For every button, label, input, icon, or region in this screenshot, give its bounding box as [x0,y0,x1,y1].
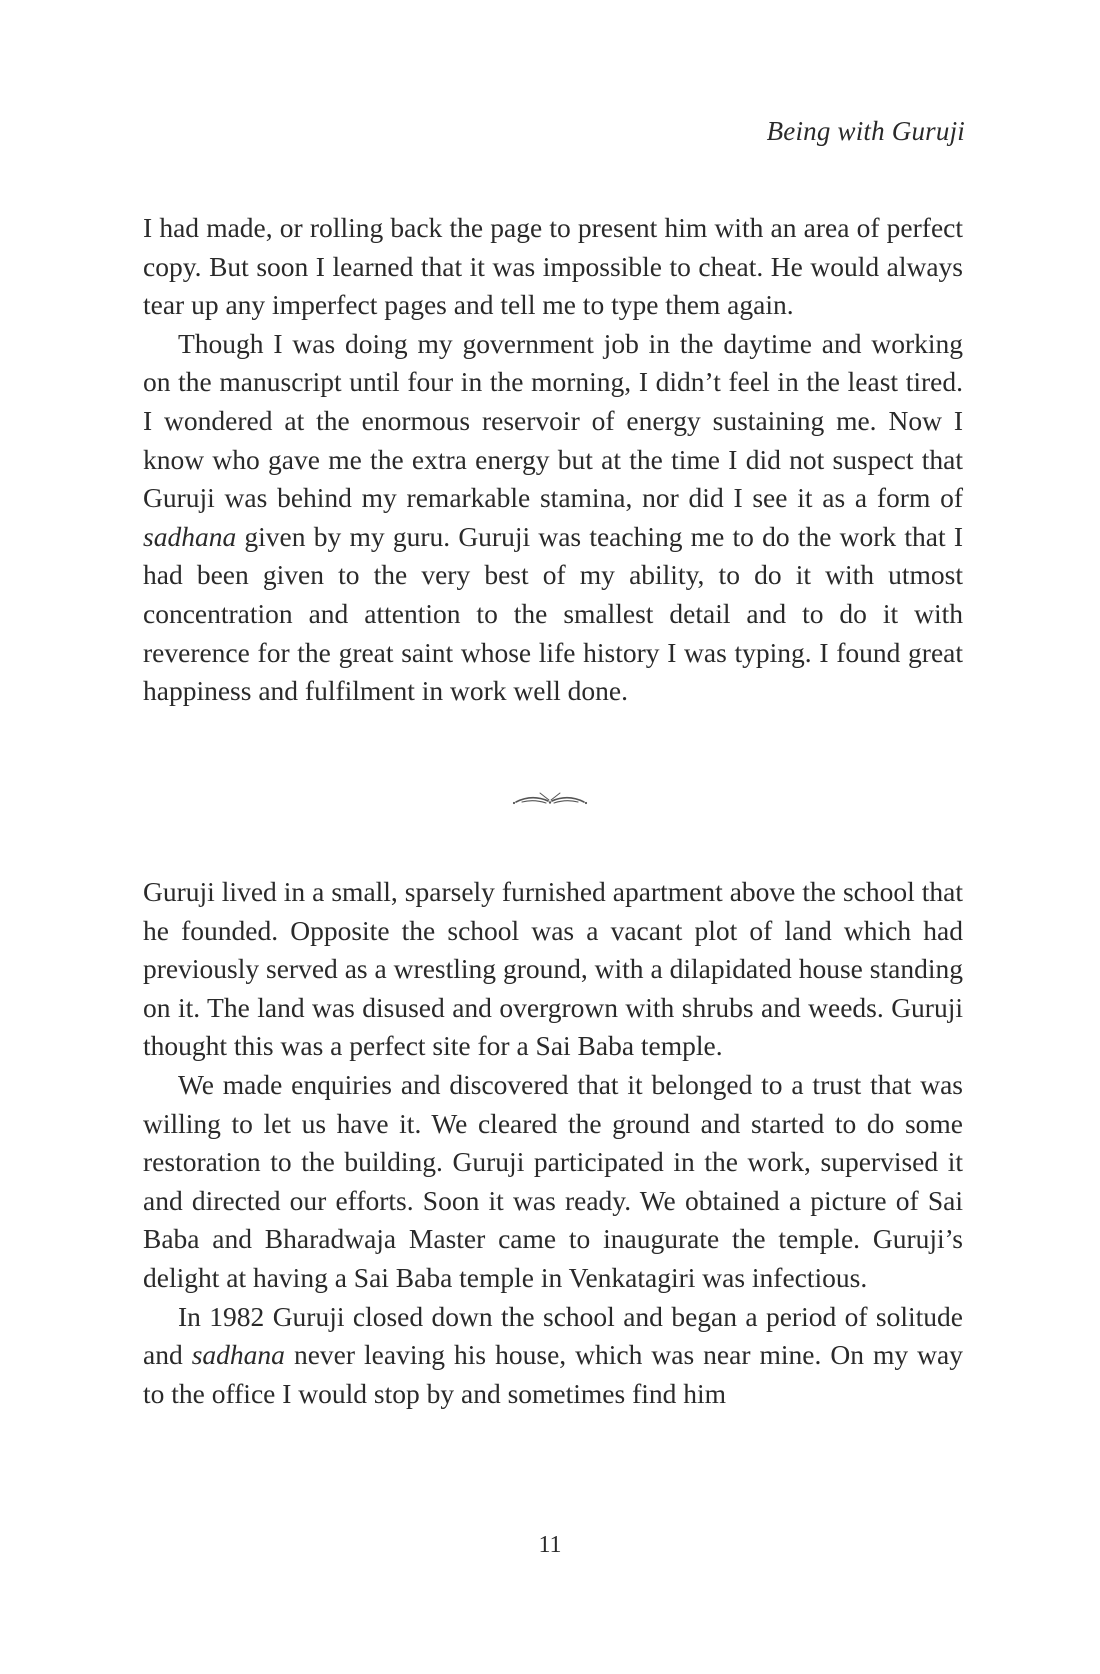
text-run: We made enquiries and discovered that it belonged to a trust that was willing to let us have it. We cleared the ground and started to do some restoration to the building. Guruji participated in the work, supervised it and directed our efforts. Soon it was ready. We obtained a picture of Sai Baba and Bharadwaja Master came to inaugurate the temple. Guruji’s delight at having a Sai Baba temple in Venkatagiri was infectious. [143,1068,963,1293]
section-break-flourish-icon [512,790,588,806]
running-head: Being with Guruji [766,116,965,146]
text-run: Guruji lived in a small, sparsely furnished apartment above the school that he founded. Opposite the school was a vacant plot of land which had previously served as a wrestling ground, with a dilapidated house standing on it. The land was disused and overgrown with shrubs and weeds. Guruji thought this was a perfect site for a Sai Baba temple. [143,876,963,1062]
paragraph [143,209,963,325]
text-run: given by my guru. Guruji was teaching me to do the work that I had been given to the very best of my ability, to do it with utmost concentration and attention to the smallest detail and to do it with reverence for the great saint whose life history I was typing. I found great happiness and fulfilment in work well done. [143,520,963,707]
page-number: 11 [538,1532,562,1558]
paragraph [143,873,963,1066]
text-run: In 1982 Guruji closed down the school and began a period of solitude and [143,1300,963,1371]
italic-term: sadhana [143,520,237,552]
text-run: Though I was doing my government job in the daytime and working on the manuscript until four in the morning, I didn’t feel in the least tired. I wondered at the enormous reservoir of energy sustaining me. Now I know who gave me the extra energy but at the time I did not suspect that Guruji was behind my remarkable stamina, nor did I see it as a form of [143,327,963,514]
text-run: never leaving his house, which was near mine. On my way to the office I would stop by and sometimes find him [143,1339,963,1409]
italic-term: sadhana [191,1339,285,1371]
text-section-2 [143,873,963,1413]
paragraph [143,1298,963,1414]
text-section-1 [143,209,963,711]
paragraph [143,1066,963,1298]
paragraph [143,325,963,711]
text-run: I had made, or rolling back the page to present him with an area of perfect copy. But soon I learned that it was impossible to cheat. He would always tear up any imperfect pages and tell me to type them again. [143,212,963,321]
